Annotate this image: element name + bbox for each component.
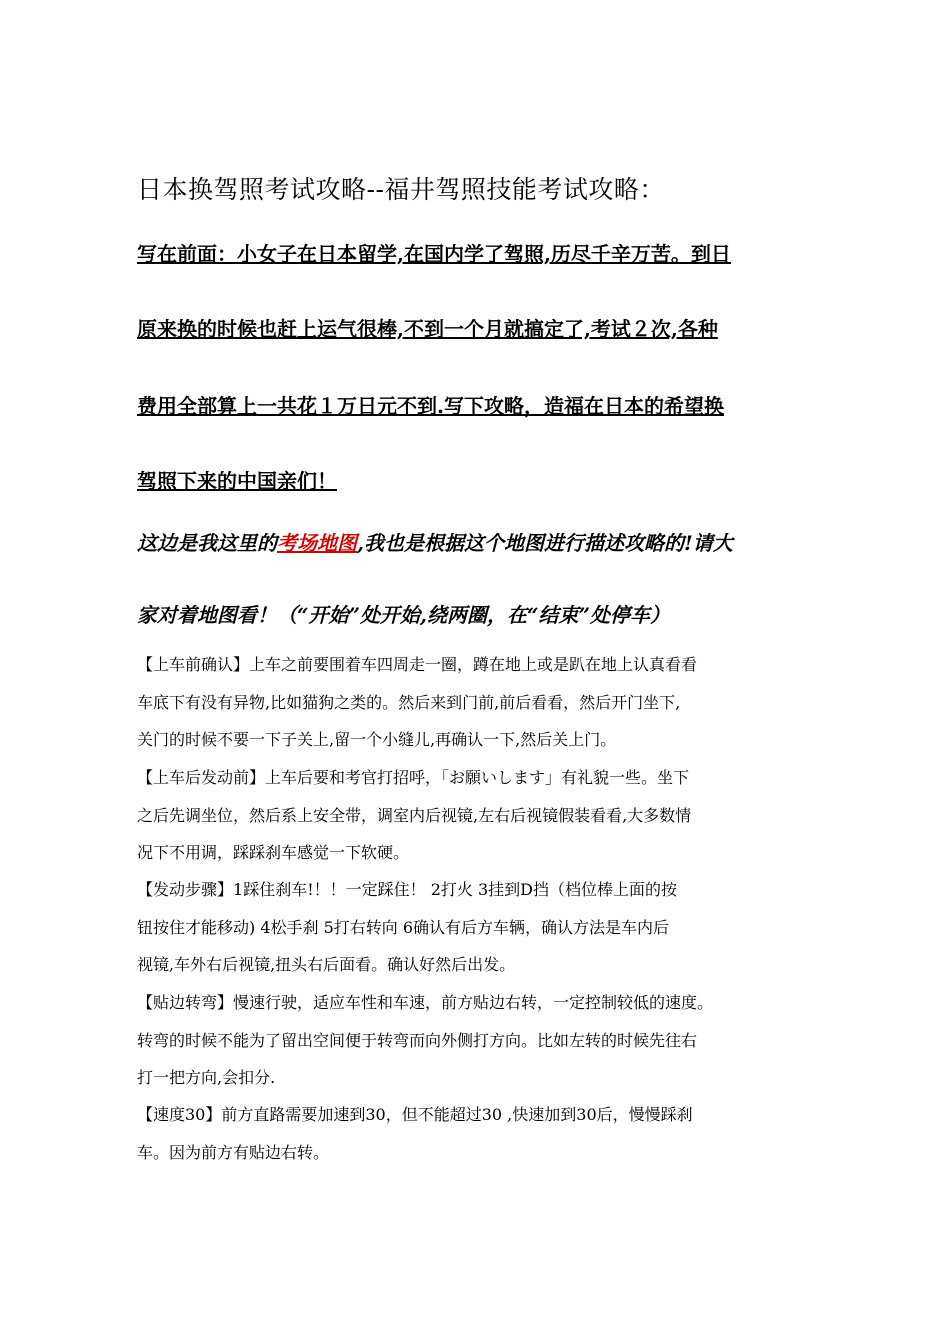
- section-line: [137, 984, 827, 1022]
- intro-line-2: 原来换的时候也赶上运气很棒,不到一个月就搞定了,考试２次,各种: [137, 317, 718, 341]
- section-before-engine-start: [137, 759, 827, 872]
- map-note-prefix: 这边是我这里的: [137, 531, 277, 555]
- map-note-line-2: 家对着地图看！（“开始”处开始,绕两圈，在“结束”处停车）: [137, 603, 670, 627]
- section-text: 1踩住刹车!！！一定踩住！ 2打火 3挂到D挡（档位棒上面的按: [233, 880, 677, 899]
- section-tag: 【上车后发动前】: [137, 768, 266, 787]
- section-line: [137, 646, 827, 684]
- intro-line-4: 驾照下来的中国亲们！: [137, 469, 337, 493]
- section-text: 上车之前要围着车四周走一圈，蹲在地上或是趴在地上认真看看: [249, 655, 698, 674]
- map-note-line-1: [137, 527, 733, 556]
- intro-line-3: 费用全部算上一共花１万日元不到.写下攻略，造福在日本的希望换: [137, 394, 724, 418]
- section-text: 慢速行驶，适应车性和车速，前方贴边右转，一定控制较低的速度。: [233, 993, 714, 1012]
- section-line: 关门的时候不要一下子关上,留一个小缝儿,再确认一下,然后关上门。: [137, 730, 617, 749]
- section-tag: 【上车前确认】: [137, 655, 250, 674]
- section-tag: 【贴边转弯】: [137, 993, 234, 1012]
- section-start-steps: [137, 871, 827, 984]
- section-line: 之后先调坐位，然后系上安全带，调室内后视镜,左右后视镜假装看看,大多数情: [137, 805, 692, 825]
- page-title: 日本换驾照考试攻略--福井驾照技能考试攻略：: [137, 175, 665, 204]
- section-line: 钮按住才能移动) 4松手刹 5打右转向 6确认有后方车辆，确认方法是车内后: [137, 917, 670, 937]
- exam-map-link[interactable]: 考场地图: [277, 531, 357, 555]
- section-line: 况下不用调，踩踩刹车感觉一下软硬。: [137, 843, 410, 862]
- section-pre-boarding-check: [137, 646, 827, 759]
- intro-line-1: 写在前面：小女子在日本留学,在国内学了驾照,历尽千辛万苦。到日: [137, 242, 731, 266]
- section-edge-turn: [137, 984, 827, 1097]
- section-line: 视镜,车外右后视镜,扭头右后面看。确认好然后出发。: [137, 955, 516, 974]
- section-line: 车底下有没有异物,比如猫狗之类的。然后来到门前,前后看看，然后开门坐下,: [137, 692, 681, 712]
- section-tag: 【发动步骤】: [137, 880, 234, 899]
- map-note-suffix: ,我也是根据这个地图进行描述攻略的!请大: [357, 531, 733, 555]
- section-line: [137, 871, 827, 909]
- section-text: 上车后要和考官打招呼，「お願いします」有礼貌一些。坐下: [265, 768, 690, 787]
- section-line: 车。因为前方有贴边右转。: [137, 1142, 330, 1162]
- section-text: 前方直路需要加速到30，但不能超过30 ,快速加到30后，慢慢踩刹: [221, 1105, 693, 1124]
- section-line: [137, 759, 827, 797]
- section-line: [137, 1096, 827, 1134]
- section-speed-30: [137, 1096, 827, 1171]
- section-line: 转弯的时候不能为了留出空间便于转弯而向外侧打方向。比如左转的时候先往右: [137, 1030, 698, 1050]
- section-tag: 【速度30】: [137, 1105, 222, 1124]
- section-line: 打一把方向,会扣分.: [137, 1068, 276, 1087]
